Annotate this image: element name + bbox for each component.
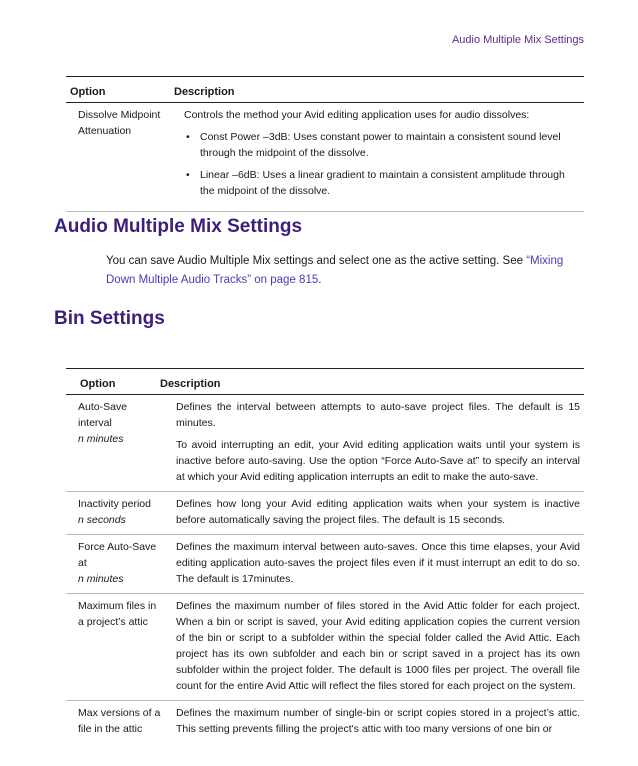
table-row xyxy=(66,701,584,743)
description-cell xyxy=(166,701,584,743)
description-text: To avoid interrupting an edit, your Avid editing application waits until your system is inactive before auto-saving. Use the option “Force Auto-Save at” to specify an interval at which your Avid editing application interrupts an edit to make the auto-save. xyxy=(176,439,580,483)
option-unit: n minutes xyxy=(78,573,124,585)
option-cell xyxy=(66,535,166,593)
section-heading-audio-multiple-mix: Audio Multiple Mix Settings xyxy=(54,216,303,237)
description-cell xyxy=(166,395,584,491)
bin-settings-table xyxy=(66,368,584,743)
option-cell: Dissolve Midpoint Attenuation xyxy=(78,109,161,137)
description-cell xyxy=(166,535,584,593)
table-header xyxy=(66,368,584,395)
option-label: Force Auto-Save at xyxy=(78,541,157,569)
table-row xyxy=(66,535,584,594)
intro-text-end: . xyxy=(318,274,322,286)
option-cell xyxy=(66,492,166,534)
table-row xyxy=(66,395,584,492)
column-header-option: Option xyxy=(70,86,106,98)
option-label: Auto-Save interval xyxy=(78,401,128,429)
bullet-linear: • Linear –6dB: Uses a linear gradient to maintain a consistent amplitude through the midpoint of the dissolve. xyxy=(184,167,580,199)
table-row xyxy=(66,103,584,212)
option-cell: Max versions of a file in the attic xyxy=(78,707,161,735)
description-text: Defines the interval between attempts to auto-save project files. The default is 15 minutes. xyxy=(176,401,580,429)
section-heading-bin-settings: Bin Settings xyxy=(54,308,165,329)
column-header-option: Option xyxy=(80,378,116,390)
dissolve-options-table xyxy=(66,76,584,212)
table-row xyxy=(66,492,584,535)
description-text: Defines how long your Avid editing application waits when your system is inactive before automatically saving the project files. The default is 15 seconds. xyxy=(176,498,580,526)
option-cell xyxy=(66,395,166,491)
option-cell: Maximum files in a project’s attic xyxy=(78,600,157,628)
description-text: Controls the method your Avid editing application uses for audio dissolves: xyxy=(184,109,530,121)
option-label: Inactivity period xyxy=(78,498,151,510)
description-text: Defines the maximum interval between auto-saves. Once this time elapses, your Avid editing application auto-saves the project files even if it must interrupt an edit to do so. The default is 17minutes. xyxy=(176,541,580,585)
table-header xyxy=(66,76,584,103)
description-cell xyxy=(166,594,584,700)
bullet-list xyxy=(184,129,580,199)
description-text: Defines the maximum number of files stored in the Avid Attic folder for each project. When a bin or script is saved, your Avid editing application copies the current version of the bin or script to a subfolder within the special folder called the Avid Attic. Each project has its own subfolder and each bin or script saved in a project has its own subfolder within the project folder. The default is 1000 files per project. The overall file count for the entire Avid Attic will reflect the files stored for each project on the system. xyxy=(176,600,580,692)
cross-reference-link[interactable]: “Mixing Down Multiple Audio Tracks” on page 815 xyxy=(106,255,564,286)
section-intro xyxy=(106,252,578,290)
column-header-description: Description xyxy=(174,86,235,98)
description-cell xyxy=(174,103,584,211)
bullet-const-power: • Const Power –3dB: Uses constant power to maintain a consistent sound level through the midpoint of the dissolve. xyxy=(184,129,580,161)
table-row xyxy=(66,594,584,701)
column-header-description: Description xyxy=(160,378,221,390)
intro-text: You can save Audio Multiple Mix settings and select one as the active setting. See xyxy=(106,255,527,267)
description-cell xyxy=(166,492,584,534)
option-unit: n minutes xyxy=(78,433,124,445)
option-unit: n seconds xyxy=(78,514,126,526)
running-header: Audio Multiple Mix Settings xyxy=(451,34,584,46)
description-text: Defines the maximum number of single-bin or script copies stored in a project’s attic. This setting prevents filling the project's attic with too many versions of one bin or xyxy=(176,707,580,735)
